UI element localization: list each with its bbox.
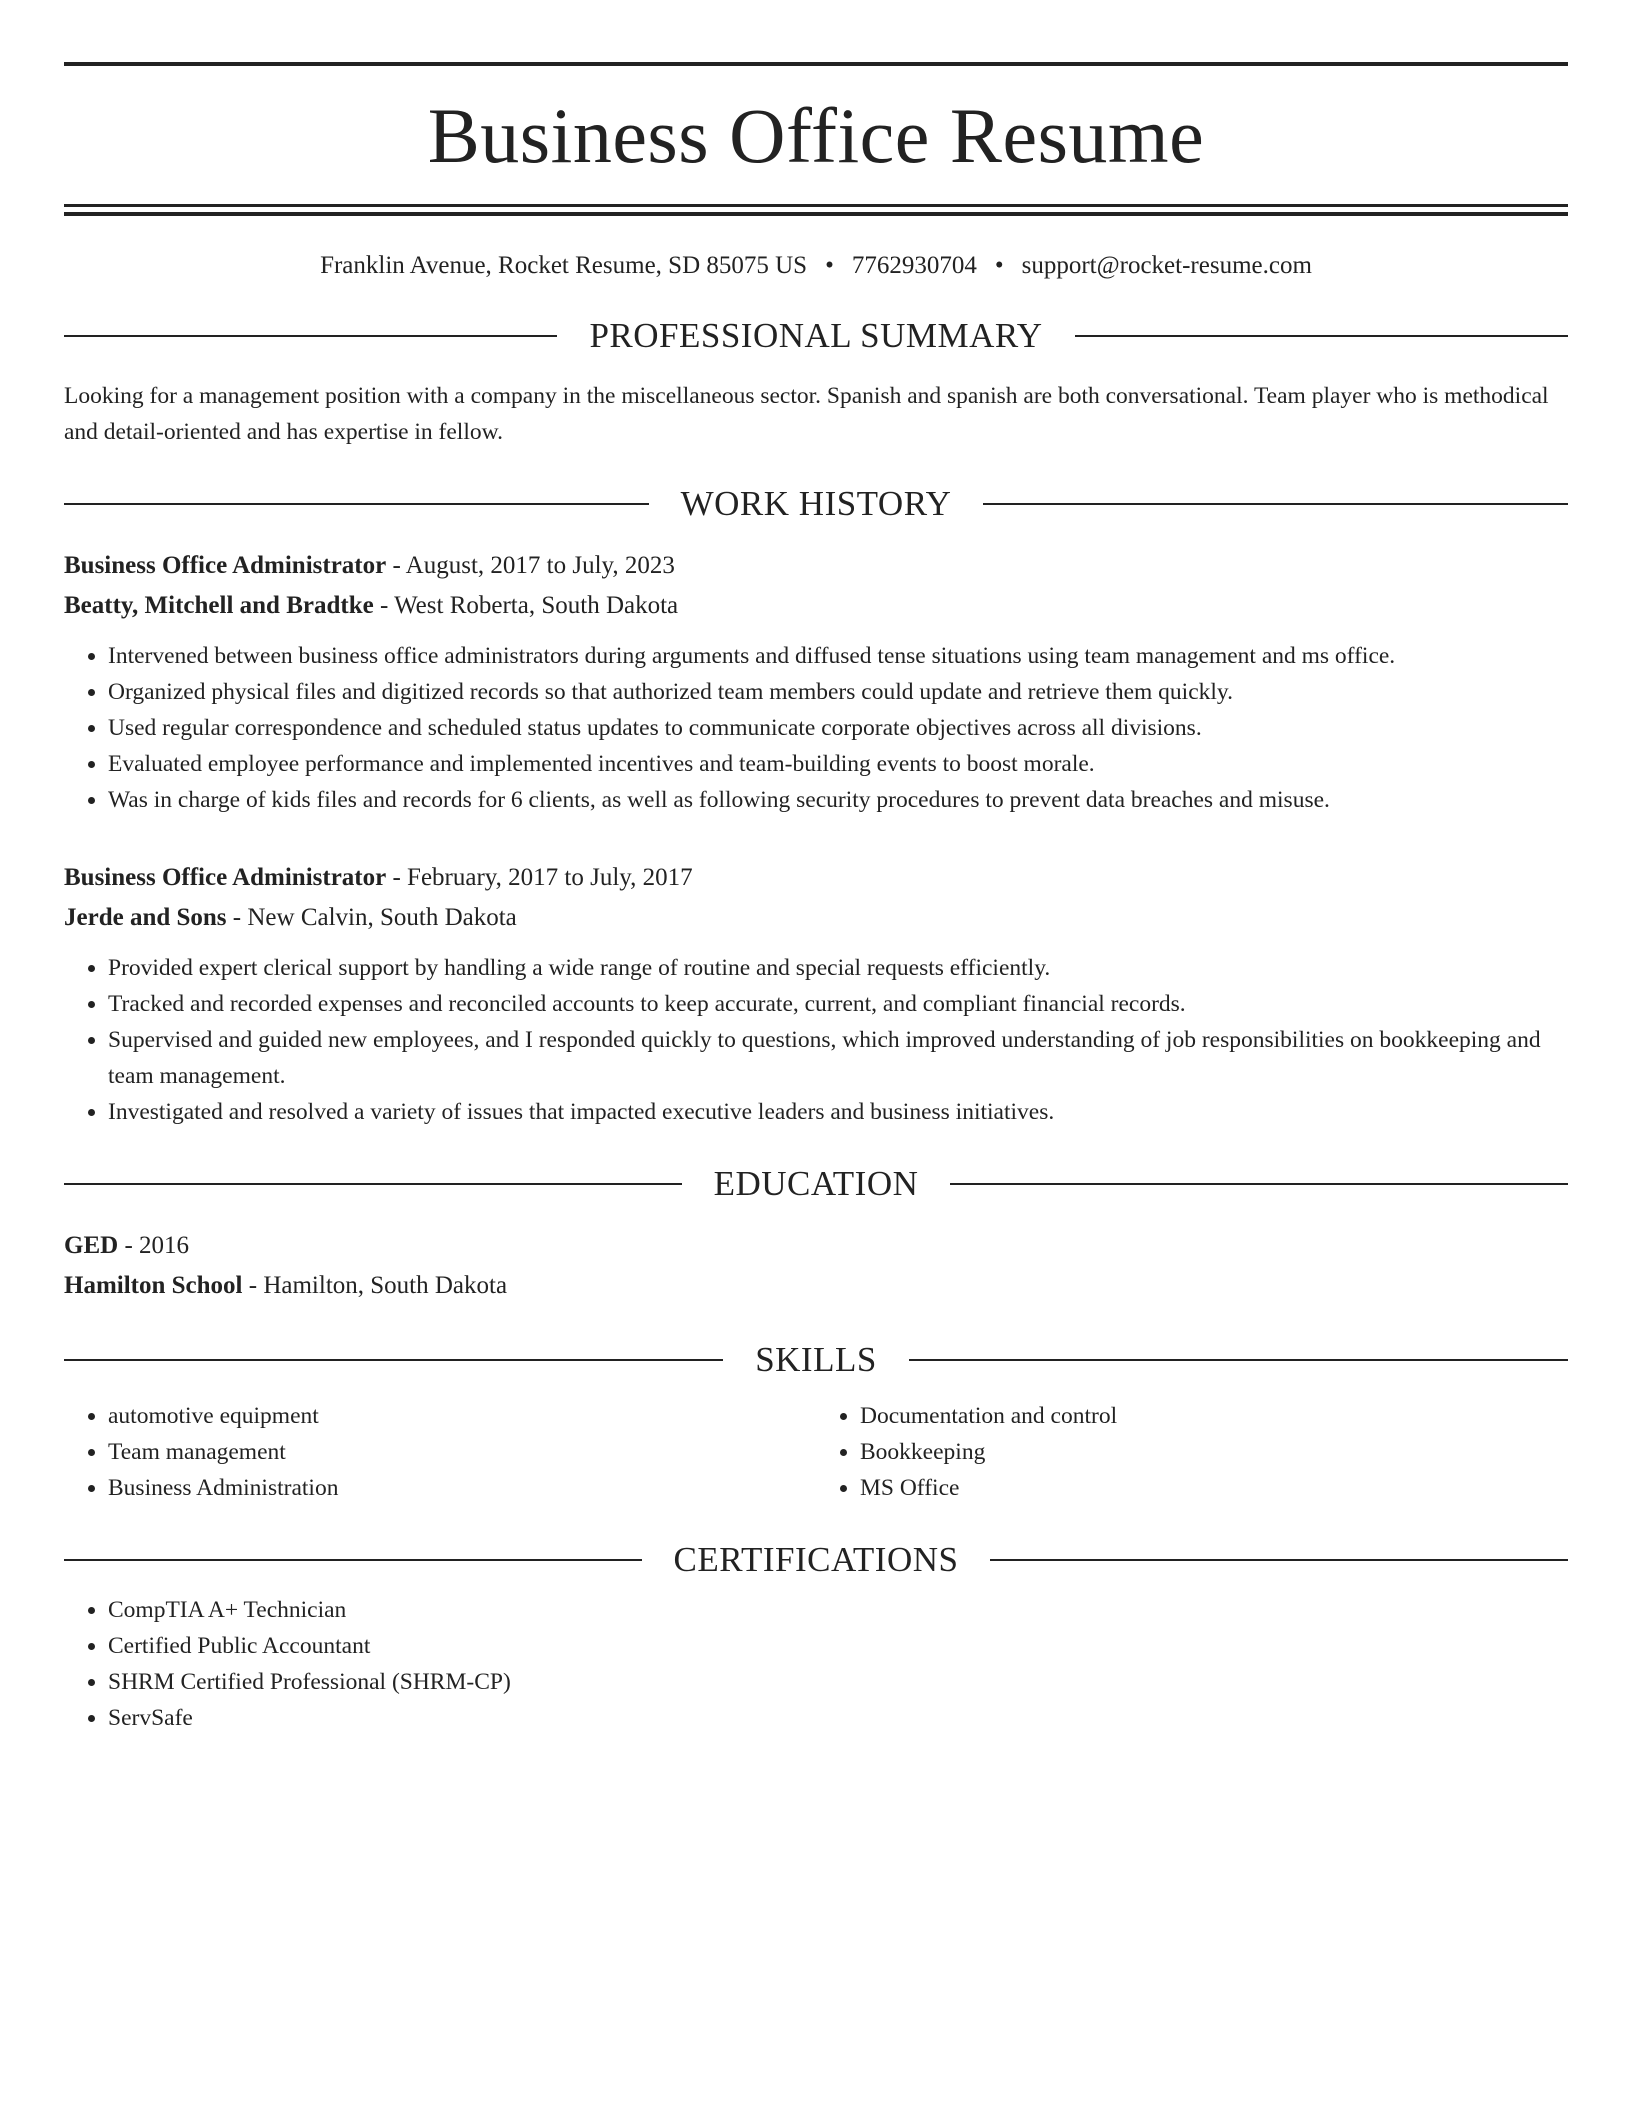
skill-item: • automotive equipment (108, 1398, 816, 1434)
job-company-line (64, 586, 1568, 626)
section-heading-education (64, 1164, 1568, 1204)
skills-columns (64, 1398, 1568, 1506)
education-location: - Hamilton, South Dakota (242, 1272, 508, 1299)
skill-item: • Team management (108, 1434, 816, 1470)
job-bullets (64, 950, 1568, 1130)
education-school: Hamilton School (64, 1272, 243, 1299)
heading-rule-left (64, 335, 557, 337)
skill-item: • Documentation and control (860, 1398, 1568, 1434)
contact-separator: • (825, 252, 834, 279)
job-entry (64, 858, 1568, 1130)
job-company-line (64, 898, 1568, 938)
job-bullet: • Evaluated employee performance and implemented incentives and team-building events to boost morale. (108, 746, 1568, 782)
job-bullet: • Provided expert clerical support by handling a wide range of routine and special requests efficiently. (108, 950, 1568, 986)
job-location: - New Calvin, South Dakota (226, 904, 517, 931)
section-heading-work-history (64, 484, 1568, 524)
job-title: Business Office Administrator (64, 864, 387, 891)
heading-rule-right (983, 503, 1568, 505)
job-bullet: • Investigated and resolved a variety of issues that impacted executive leaders and business initiatives. (108, 1094, 1568, 1130)
heading-rule-left (64, 503, 649, 505)
job-bullet: • Intervened between business office administrators during arguments and diffused tense situations using team management and ms office. (108, 638, 1568, 674)
job-title-line (64, 858, 1568, 898)
section-heading-label: EDUCATION (713, 1164, 919, 1203)
job-title: Business Office Administrator (64, 552, 387, 579)
section-heading-skills (64, 1340, 1568, 1380)
resume-title: Business Office Resume (427, 92, 1205, 179)
certification-item: • CompTIA A+ Technician (108, 1592, 1568, 1628)
section-heading-summary (64, 316, 1568, 356)
job-company: Jerde and Sons (64, 904, 227, 931)
contact-phone: 7762930704 (851, 252, 977, 279)
title-double-rule (64, 204, 1568, 216)
heading-rule-left (64, 1183, 682, 1185)
job-title-line (64, 546, 1568, 586)
certifications-list (64, 1592, 1568, 1736)
skill-item: • MS Office (860, 1470, 1568, 1506)
job-bullet: • Used regular correspondence and scheduled status updates to communicate corporate objectives across all divisions. (108, 710, 1568, 746)
section-heading-label: WORK HISTORY (680, 484, 952, 523)
education-school-line (64, 1266, 1568, 1306)
education-year: - 2016 (118, 1232, 190, 1259)
education-degree-line (64, 1226, 1568, 1266)
certification-item: • SHRM Certified Professional (SHRM-CP) (108, 1664, 1568, 1700)
heading-rule-right (1075, 335, 1568, 337)
section-heading-label: SKILLS (755, 1340, 877, 1379)
heading-rule-left (64, 1359, 723, 1361)
contact-line (64, 250, 1568, 282)
certification-item: • Certified Public Accountant (108, 1628, 1568, 1664)
top-rule (64, 62, 1568, 66)
job-company: Beatty, Mitchell and Bradtke (64, 592, 374, 619)
job-bullet: • Supervised and guided new employees, and I responded quickly to questions, which improved understanding of job responsibilities on bookkeeping and team management. (108, 1022, 1568, 1094)
job-bullet: • Tracked and recorded expenses and reconciled accounts to keep accurate, current, and compliant financial records. (108, 986, 1568, 1022)
heading-rule-left (64, 1559, 642, 1561)
job-dates: - February, 2017 to July, 2017 (386, 864, 693, 891)
education-entry (64, 1226, 1568, 1306)
skills-list-right (816, 1398, 1568, 1506)
contact-email: support@rocket-resume.com (1021, 252, 1312, 279)
contact-address: Franklin Avenue, Rocket Resume, SD 85075 US (320, 252, 808, 279)
skill-item: • Bookkeeping (860, 1434, 1568, 1470)
job-bullets (64, 638, 1568, 818)
section-heading-certifications (64, 1540, 1568, 1580)
job-entry (64, 546, 1568, 818)
job-bullet: • Was in charge of kids files and records for 6 clients, as well as following security procedures to prevent data breaches and misuse. (108, 782, 1568, 818)
job-location: - West Roberta, South Dakota (373, 592, 679, 619)
resume-page (64, 62, 1568, 1736)
certification-item: • ServSafe (108, 1700, 1568, 1736)
heading-rule-right (990, 1559, 1568, 1561)
section-heading-label: CERTIFICATIONS (673, 1540, 959, 1579)
section-heading-label: PROFESSIONAL SUMMARY (589, 316, 1043, 355)
job-dates: - August, 2017 to July, 2023 (386, 552, 675, 579)
job-bullet: • Organized physical files and digitized records so that authorized team members could update and retrieve them quickly. (108, 674, 1568, 710)
education-degree: GED (64, 1232, 119, 1259)
heading-rule-right (950, 1183, 1568, 1185)
contact-separator: • (994, 252, 1004, 279)
heading-rule-right (909, 1359, 1568, 1361)
skills-list-left (64, 1398, 816, 1506)
skill-item: • Business Administration (108, 1470, 816, 1506)
summary-text: Looking for a management position with a company in the miscellaneous sector. Spanish and spanish are both conversational. Team player who is methodical and detail-oriented and has expertise in fellow. (64, 383, 1549, 445)
